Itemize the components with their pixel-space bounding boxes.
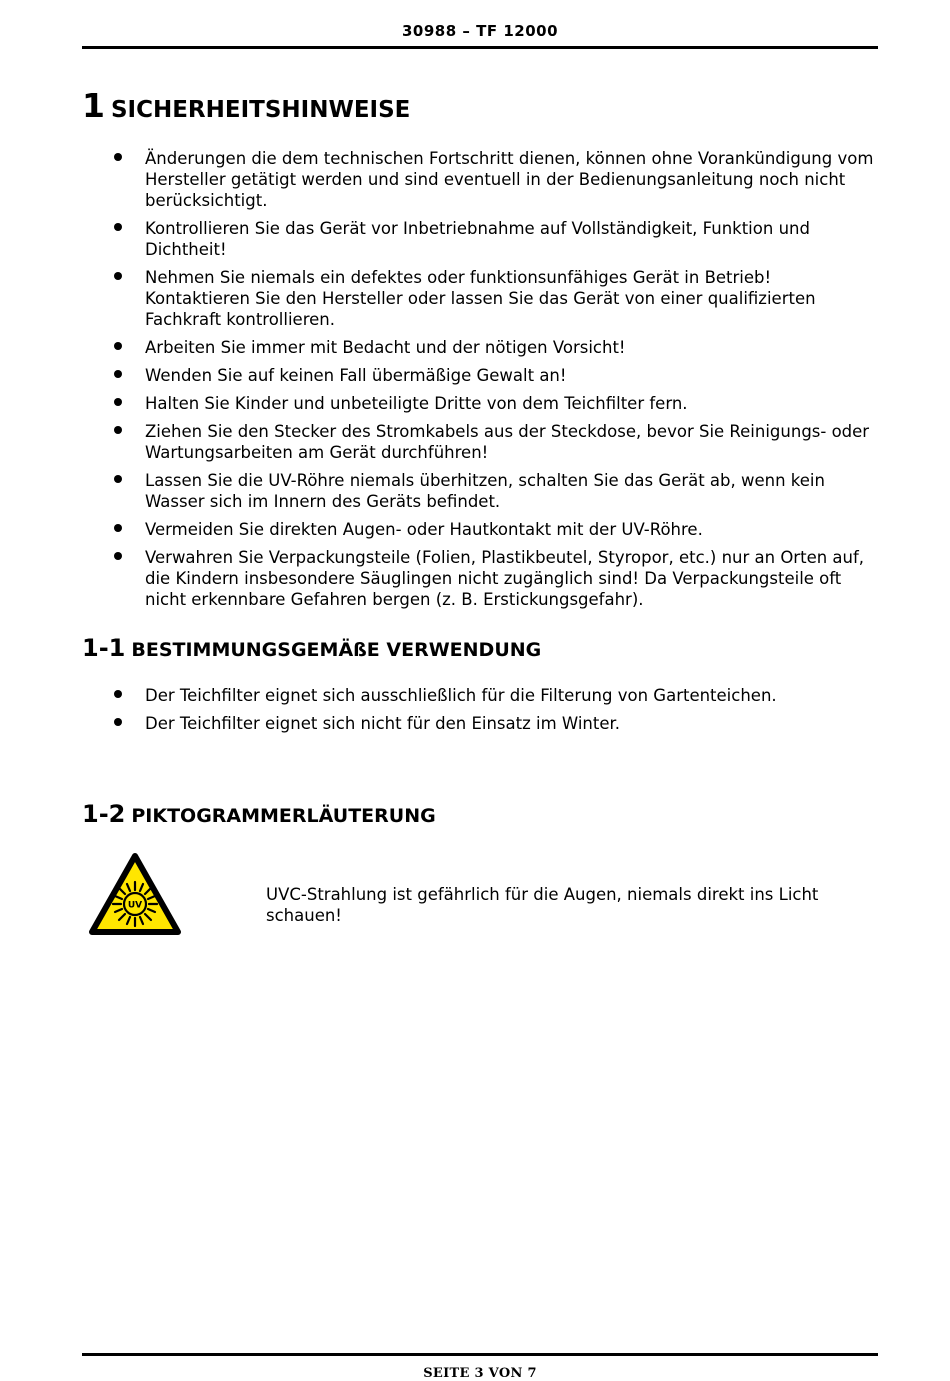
list-item: Ziehen Sie den Stecker des Stromkabels aus der Steckdose, bevor Sie Reinigungs- oder Wartungsarbeiten am Gerät durchführen! [108, 421, 874, 463]
section-number: 1-2 [82, 800, 126, 828]
svg-text:UV: UV [127, 900, 143, 911]
section-1-2-heading [82, 800, 436, 828]
list-item: Vermeiden Sie direkten Augen- oder Hautkontakt mit der UV-Röhre. [108, 519, 874, 540]
list-item: Der Teichfilter eignet sich nicht für den Einsatz im Winter. [108, 713, 874, 734]
list-item: Lassen Sie die UV-Röhre niemals überhitzen, schalten Sie das Gerät ab, wenn kein Wasser sich im Innern des Geräts befindet. [108, 470, 874, 512]
section-1-heading [82, 86, 410, 125]
section-title: SICHERHEITSHINWEISE [110, 97, 411, 123]
pictogram-description: UVC-Strahlung ist gefährlich für die Augen, niemals direkt ins Licht schauen! [266, 885, 819, 925]
list-item: Änderungen die dem technischen Fortschritt dienen, können ohne Vorankündigung vom Hersteller getätigt werden und sind eventuell in der Bedienungsanleitung noch nicht berücksichtigt. [108, 148, 874, 211]
list-item: Verwahren Sie Verpackungsteile (Folien, Plastikbeutel, Styropor, etc.) nur an Orten auf, die Kindern insbesondere Säuglingen nicht zugänglich sind! Da Verpackungsteile oft nicht erkennbare Gefahren bergen (z. B. Erstickungsgefahr). [108, 547, 874, 610]
list-item: Arbeiten Sie immer mit Bedacht und der nötigen Vorsicht! [108, 337, 874, 358]
safety-list [108, 148, 874, 617]
page-footer: SEITE 3 VON 7 [423, 1366, 537, 1381]
section-title: BESTIMMUNGSGEMÄßE VERWENDUNG [131, 639, 542, 661]
list-item: Halten Sie Kinder und unbeteiligte Dritte von dem Teichfilter fern. [108, 393, 874, 414]
section-number: 1 [82, 86, 105, 125]
list-item: Der Teichfilter eignet sich ausschließlich für die Filterung von Gartenteichen. [108, 685, 874, 706]
list-item: Wenden Sie auf keinen Fall übermäßige Gewalt an! [108, 365, 874, 386]
usage-list [108, 685, 874, 741]
footer-divider [82, 1353, 878, 1356]
section-title: PIKTOGRAMMERLÄUTERUNG [131, 805, 436, 827]
uv-warning-icon [88, 852, 182, 936]
section-1-1-heading [82, 634, 541, 662]
header-divider [82, 46, 878, 49]
section-number: 1-1 [82, 634, 126, 662]
list-item: Kontrollieren Sie das Gerät vor Inbetriebnahme auf Vollständigkeit, Funktion und Dichtheit! [108, 218, 874, 260]
list-item: Nehmen Sie niemals ein defektes oder funktionsunfähiges Gerät in Betrieb! Kontaktieren Sie den Hersteller oder lassen Sie das Gerät von einer qualifizierten Fachkraft kontrollieren. [108, 267, 874, 330]
page-header: 30988 – TF 12000 [401, 22, 558, 40]
